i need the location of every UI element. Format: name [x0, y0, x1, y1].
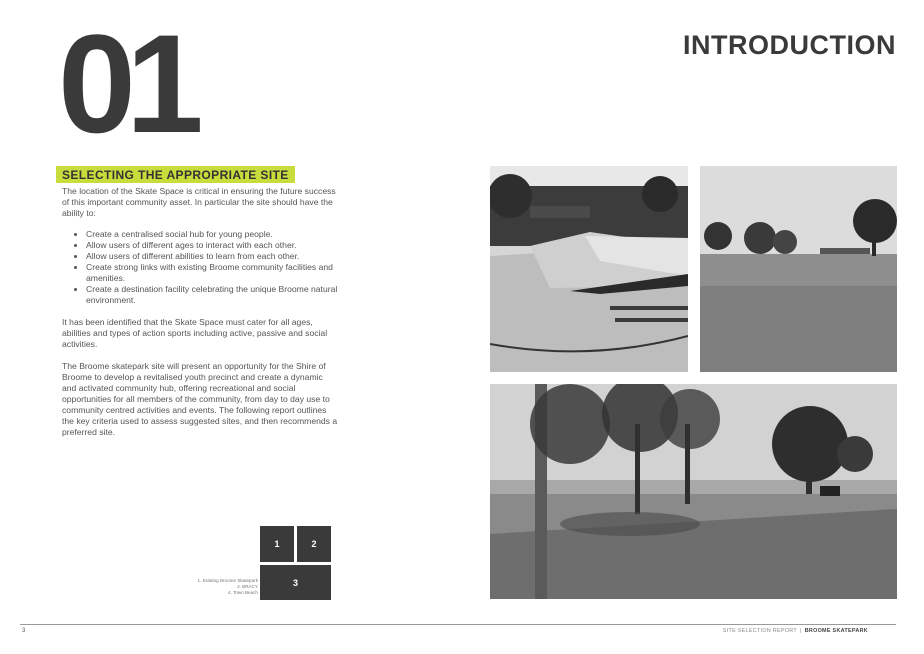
photo-skatepark: [490, 166, 688, 372]
criteria-list: [72, 229, 346, 306]
caption-line: 2. BRACY: [237, 584, 258, 590]
photo-key-box-3: 3: [260, 565, 331, 600]
intro-paragraph: The location of the Skate Space is critical in ensuring the future success of this important community asset. In particular the site should have the ability to:: [62, 186, 336, 218]
photo-field: [700, 166, 897, 372]
photo-key-grid: [260, 526, 332, 600]
list-item: • Allow users of different abilities to learn from each other.: [86, 251, 346, 262]
project-label: BROOME SKATEPARK: [804, 628, 868, 634]
photo-key-box-1: 1: [260, 526, 294, 562]
subheading: SELECTING THE APPROPRIATE SITE: [56, 166, 295, 183]
page-number: 3: [22, 628, 26, 634]
footer-divider: [20, 624, 896, 625]
list-item: • Create strong links with existing Broome community facilities and amenities.: [86, 262, 346, 284]
footer-separator: |: [799, 628, 802, 634]
section-title: INTRODUCTION: [683, 30, 896, 60]
caption-line: 1. Existing Broome Skatepark: [197, 578, 258, 583]
photo-town-beach: [490, 384, 897, 599]
footer-label: [723, 628, 868, 634]
paragraph-3: The Broome skatepark site will present an opportunity for the Shire of Broome to develop a revitalised youth precinct and create a dynamic and activated community hub, offering recreational and social opportunities for all members of the community, from day to day use to community centred activities and events. The following report outlines the key criteria used to assess suggested sites, and then recommends a preferred site.: [62, 361, 338, 437]
photo-key-box-2: 2: [297, 526, 331, 562]
list-item: • Create a destination facility celebrating the unique Broome natural environment.: [86, 284, 346, 306]
list-item: • Create a centralised social hub for young people.: [86, 229, 346, 240]
caption-line: 4. Town Beach: [227, 590, 258, 596]
chapter-number: 01: [58, 5, 194, 162]
photo-key-caption: [197, 578, 258, 597]
list-item: • Allow users of different ages to interact with each other.: [86, 240, 346, 251]
paragraph-2: It has been identified that the Skate Space must cater for all ages, abilities and types of action sports including active, passive and social activities.: [62, 317, 328, 349]
report-label: SITE SELECTION REPORT: [722, 628, 797, 634]
